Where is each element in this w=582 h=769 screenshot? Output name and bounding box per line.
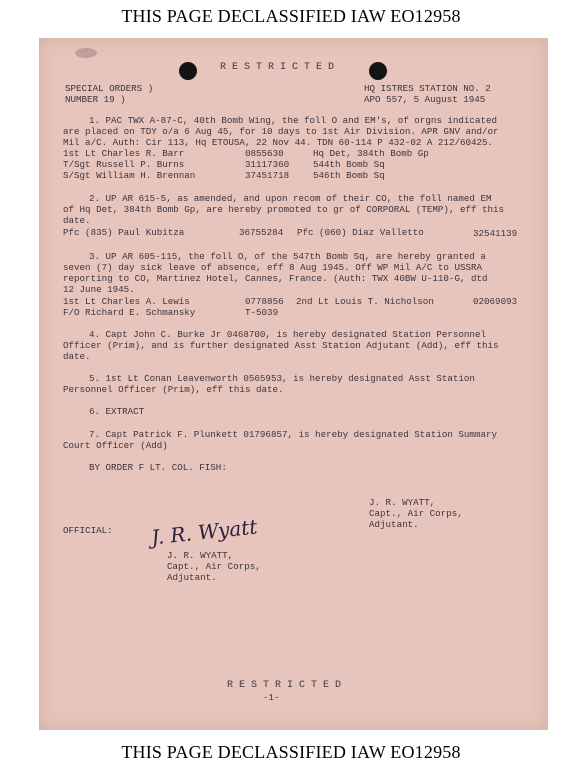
handwritten-signature: J. R. Wyatt bbox=[150, 514, 259, 550]
punch-hole-right bbox=[369, 62, 387, 80]
station-name: HQ ISTRES STATION NO. 2 bbox=[364, 83, 491, 94]
signatory-title: Adjutant. bbox=[369, 519, 419, 530]
orders-line1: SPECIAL ORDERS ) bbox=[65, 83, 154, 94]
para7-line2: Court Officer (Add) bbox=[63, 440, 168, 451]
para2-line3: date. bbox=[63, 215, 91, 226]
page-number: -1- bbox=[263, 692, 280, 703]
para1-line1: 1. PAC TWX A-87-C, 40th Bomb Wing, the foll O and EM's, of orgns indicated bbox=[89, 115, 497, 126]
para1-row2-unit: 544th Bomb Sq bbox=[313, 159, 385, 170]
para1-row2-serial: 31117360 bbox=[245, 159, 290, 170]
para3-line1: 3. UP AR 605-115, the foll O, of the 547th Bomb Sq, are hereby granted a bbox=[89, 251, 486, 262]
para1-row2-name: T/Sgt Russell P. Burns bbox=[63, 159, 185, 170]
para3-row2-serial: T-5039 bbox=[245, 307, 279, 318]
para2-line1: 2. UP AR 615-5, as amended, and upon recom of their CO, the foll named EM bbox=[89, 193, 492, 204]
para4-line2: Officer (Prim), and is further designated Asst Station Adjutant (Add), eff this bbox=[63, 340, 499, 351]
para3-line2: seven (7) day sick leave of absence, eff 8 Aug 1945. Off WP Mil A/C to USSRA bbox=[63, 262, 483, 273]
orders-line2: NUMBER 19 ) bbox=[65, 94, 126, 105]
para3-row1-name2: 2nd Lt Louis T. Nicholson bbox=[296, 296, 434, 307]
declassified-banner-top: THIS PAGE DECLASSIFIED IAW EO12958 bbox=[121, 6, 461, 26]
para3-row1-name: 1st Lt Charles A. Lewis bbox=[63, 296, 190, 307]
para2-right-serial: 32541139 bbox=[473, 228, 518, 239]
para3-row1-serial: 0778856 bbox=[245, 296, 284, 307]
official-rank: Capt., Air Corps, bbox=[167, 561, 261, 572]
para4-line1: 4. Capt John C. Burke Jr 0468700, is hereby designated Station Personnel bbox=[89, 329, 486, 340]
para6-extract: 6. EXTRACT bbox=[89, 406, 145, 417]
para1-line2: are placed on TDY o/a 6 Aug 45, for 10 days to 1st Air Division. APR GNV and/or bbox=[63, 126, 499, 137]
para1-row1-name: 1st Lt Charles R. Barr bbox=[63, 148, 185, 159]
by-order-line: BY ORDER F LT. COL. FISH: bbox=[89, 462, 227, 473]
para2-left-serial: 36755284 bbox=[239, 227, 284, 238]
signatory-rank: Capt., Air Corps, bbox=[369, 508, 463, 519]
para3-row1-serial2: 02069093 bbox=[473, 296, 518, 307]
para5-line2: Personnel Officer (Prim), eff this date. bbox=[63, 384, 284, 395]
classification-header: R E S T R I C T E D bbox=[220, 62, 335, 73]
para1-row3-name: S/Sgt William H. Brennan bbox=[63, 170, 196, 181]
para2-line2: of Hq Det, 384th Bomb Gp, are hereby promoted to gr of CORPORAL (TEMP), eff this bbox=[63, 204, 505, 215]
classification-footer: R E S T R I C T E D bbox=[227, 680, 342, 691]
official-title: Adjutant. bbox=[167, 572, 217, 583]
para3-line4: 12 June 1945. bbox=[63, 284, 135, 295]
apo-date: APO 557, 5 August 1945 bbox=[364, 94, 486, 105]
official-label: OFFICIAL: bbox=[63, 525, 113, 536]
para3-row2-name: F/O Richard E. Schmansky bbox=[63, 307, 196, 318]
declassified-banner-bottom: THIS PAGE DECLASSIFIED IAW EO12958 bbox=[121, 742, 461, 762]
para2-right-name: Pfc (060) Diaz Valletto bbox=[297, 227, 424, 238]
para1-row3-serial: 37451718 bbox=[245, 170, 290, 181]
para1-row1-serial: 0855630 bbox=[245, 148, 284, 159]
para2-left-name: Pfc (835) Paul Kubitza bbox=[63, 227, 185, 238]
para1-line3: Mil a/C. Auth: Cir 113, Hq ETOUSA, 22 Nov 44. TDN 60-114 P 432-02 A 212/60425. bbox=[63, 137, 494, 148]
signatory-name: J. R. WYATT, bbox=[369, 497, 436, 508]
para4-line3: date. bbox=[63, 351, 91, 362]
official-name: J. R. WYATT, bbox=[167, 550, 234, 561]
punch-hole-left bbox=[179, 62, 197, 80]
para7-line1: 7. Capt Patrick F. Plunkett 01796857, is hereby designated Station Summary bbox=[89, 429, 497, 440]
para1-row1-unit: Hq Det, 384th Bomb Gp bbox=[313, 148, 429, 159]
para5-line1: 5. 1st Lt Conan Leavenworth 0565953, is hereby designated Asst Station bbox=[89, 373, 475, 384]
document-page bbox=[39, 38, 548, 730]
para1-row3-unit: 546th Bomb Sq bbox=[313, 170, 385, 181]
para3-line3: reporting to CO, Martinez Hotel, Cannes, France. (Auth: TWX 40BW U-110-G, dtd bbox=[63, 273, 488, 284]
